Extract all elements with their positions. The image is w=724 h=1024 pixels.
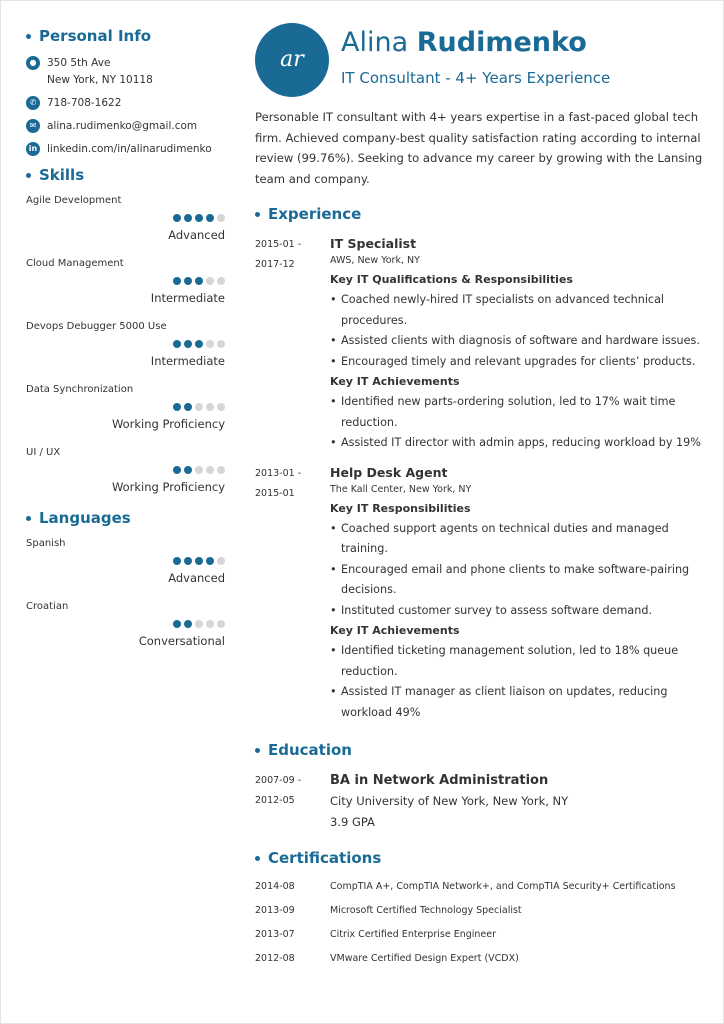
address-line1: 350 5th Ave <box>47 57 111 69</box>
rating-dot-filled-icon <box>184 214 192 222</box>
rating-dot-filled-icon <box>184 620 192 628</box>
job-achievements-list <box>330 641 703 723</box>
skill-item <box>26 320 225 383</box>
education-date-end: 2012-05 <box>255 795 295 806</box>
bullet-icon <box>255 856 260 861</box>
education-gpa: 3.9 GPA <box>330 815 375 829</box>
rating-dot-empty-icon <box>217 466 225 474</box>
education-heading <box>255 739 703 761</box>
job-achievements-list <box>330 392 703 454</box>
rating-dots <box>170 557 225 565</box>
linkedin-icon: in <box>26 142 40 156</box>
job-date-start: 2015-01 - <box>255 239 302 250</box>
certification-date: 2014-08 <box>255 881 295 892</box>
skills-list <box>26 194 225 509</box>
rating-dot-empty-icon <box>217 403 225 411</box>
job-entry <box>255 464 703 724</box>
certification-item <box>255 899 703 923</box>
job-responsibilities-heading: Key IT Responsibilities <box>330 501 471 515</box>
skill-item-name: Agile Development <box>26 195 122 206</box>
job-responsibilities-list <box>330 519 703 622</box>
job-entry <box>255 235 703 454</box>
contact-phone <box>26 95 225 112</box>
skill-item <box>26 194 225 257</box>
contact-list <box>26 55 225 158</box>
rating-dot-filled-icon <box>206 214 214 222</box>
job-date-end: 2015-01 <box>255 487 295 499</box>
languages-heading <box>26 507 225 529</box>
job-title: Help Desk Agent <box>330 464 448 480</box>
job-body <box>330 464 703 724</box>
job-achievement-item: • Identified ticketing management solution, led to 18% queue reduction. <box>330 641 703 682</box>
last-name: Rudimenko <box>416 27 587 58</box>
rating-dots <box>170 214 225 222</box>
email-icon: ✉ <box>26 119 40 133</box>
contact-address <box>26 55 225 89</box>
rating-dot-filled-icon <box>173 277 181 285</box>
certification-item <box>255 923 703 947</box>
skill-item-level: Working Proficiency <box>111 417 225 431</box>
education-degree: BA in Network Administration <box>330 773 549 788</box>
rating-dot-filled-icon <box>184 340 192 348</box>
job-responsibilities-heading: Key IT Qualifications & Responsibilities <box>330 273 573 286</box>
job-responsibility-item: • Encouraged email and phone clients to make software-pairing decisions. <box>330 560 703 601</box>
bullet-icon <box>255 748 260 753</box>
skill-item <box>26 446 225 509</box>
skill-item <box>26 257 225 320</box>
rating-dot-empty-icon <box>206 340 214 348</box>
language-item-name: Spanish <box>26 538 66 549</box>
email-link[interactable]: alina.rudimenko@gmail.com <box>47 120 198 132</box>
rating-dot-empty-icon <box>195 403 203 411</box>
rating-dot-empty-icon <box>217 214 225 222</box>
skill-item-level: Advanced <box>168 228 225 242</box>
bullet-icon <box>26 34 31 39</box>
certification-name: CompTIA A+, CompTIA Network+, and CompTIA Security+ Certifications <box>330 881 676 892</box>
certification-date: 2013-07 <box>255 929 295 940</box>
rating-dots <box>170 340 225 348</box>
skills-title: Skills <box>39 166 85 184</box>
initials-logo: ar <box>255 23 329 97</box>
certifications-list <box>255 875 703 971</box>
job-achievement-item: • Identified new parts-ordering solution, led to 17% wait time reduction. <box>330 392 703 433</box>
rating-dot-empty-icon <box>217 277 225 285</box>
bullet-icon <box>26 516 31 521</box>
resume-header <box>255 23 703 99</box>
rating-dot-filled-icon <box>195 214 203 222</box>
job-achievement-item: • Assisted IT manager as client liaison on updates, reducing workload 49% <box>330 682 703 723</box>
certification-name: VMware Certified Design Expert (VCDX) <box>330 953 519 964</box>
main-content <box>255 23 703 971</box>
language-item-level: Conversational <box>138 634 225 648</box>
certification-name: Microsoft Certified Technology Specialist <box>330 905 522 916</box>
personal-info-title: Personal Info <box>39 27 152 45</box>
skill-item-level: Intermediate <box>150 291 225 305</box>
education-school: City University of New York, New York, NY <box>330 794 569 808</box>
rating-dot-filled-icon <box>195 277 203 285</box>
rating-dot-empty-icon <box>217 340 225 348</box>
job-body <box>330 235 703 454</box>
job-dates <box>255 464 330 724</box>
rating-dot-filled-icon <box>206 557 214 565</box>
education-date-start: 2007-09 - <box>255 775 302 786</box>
experience-heading <box>255 203 703 225</box>
skill-item-name: UI / UX <box>26 447 61 458</box>
language-item-level: Advanced <box>168 571 225 585</box>
job-responsibilities-list <box>330 290 703 372</box>
rating-dot-empty-icon <box>217 557 225 565</box>
skill-item-level: Intermediate <box>150 354 225 368</box>
languages-title: Languages <box>39 509 131 527</box>
job-company: AWS, New York, NY <box>330 255 420 266</box>
rating-dot-filled-icon <box>184 277 192 285</box>
certifications-title: Certifications <box>268 849 382 867</box>
certification-name: Citrix Certified Enterprise Engineer <box>330 929 497 940</box>
language-item <box>26 537 225 600</box>
education-dates <box>255 771 330 833</box>
jobs-list <box>255 235 703 723</box>
skill-item-level: Working Proficiency <box>111 480 225 494</box>
rating-dot-empty-icon <box>206 277 214 285</box>
phone-text: 718-708-1622 <box>47 97 122 109</box>
rating-dot-filled-icon <box>184 403 192 411</box>
rating-dot-empty-icon <box>206 620 214 628</box>
certification-date: 2012-08 <box>255 953 295 964</box>
certifications-section <box>255 847 703 971</box>
education-body <box>330 771 703 833</box>
language-item <box>26 600 225 663</box>
rating-dot-filled-icon <box>195 340 203 348</box>
rating-dots <box>170 620 225 628</box>
job-achievement-item: • Assisted IT director with admin apps, reducing workload by 19% <box>330 433 703 454</box>
summary-paragraph: Personable IT consultant with 4+ years expertise in a fast-paced global tech firm. Achieved company-best quality satisfaction rating according to internal review (99.76%). Seeking to advance my career by growing with the Lansing team and company. <box>255 110 703 186</box>
job-responsibility-item: • Instituted customer survey to assess software demand. <box>330 601 703 622</box>
job-achievements-heading: Key IT Achievements <box>330 624 460 637</box>
rating-dots <box>170 403 225 411</box>
certification-date: 2013-09 <box>255 905 295 916</box>
rating-dots <box>170 277 225 285</box>
rating-dot-empty-icon <box>217 620 225 628</box>
job-responsibility-item: • Coached support agents on technical duties and managed training. <box>330 519 703 560</box>
rating-dot-filled-icon <box>173 403 181 411</box>
rating-dot-empty-icon <box>206 403 214 411</box>
rating-dot-empty-icon <box>195 466 203 474</box>
rating-dot-filled-icon <box>184 466 192 474</box>
phone-icon: ✆ <box>26 96 40 110</box>
rating-dot-filled-icon <box>173 466 181 474</box>
job-responsibility-item: • Encouraged timely and relevant upgrades for clients’ products. <box>330 352 703 373</box>
rating-dot-empty-icon <box>195 620 203 628</box>
job-achievements-heading: Key IT Achievements <box>330 375 460 388</box>
rating-dot-filled-icon <box>173 620 181 628</box>
linkedin-link[interactable]: linkedin.com/in/alinarudimenko <box>47 143 212 155</box>
skill-item-name: Devops Debugger 5000 Use <box>26 321 167 332</box>
job-company: The Kall Center, New York, NY <box>330 483 472 495</box>
job-title: IT Specialist <box>330 236 417 251</box>
rating-dot-filled-icon <box>173 214 181 222</box>
first-name: Alina <box>341 27 409 58</box>
rating-dot-filled-icon <box>173 340 181 348</box>
bullet-icon <box>255 212 260 217</box>
skill-item-name: Cloud Management <box>26 258 124 269</box>
education-entry <box>255 771 703 833</box>
certification-item <box>255 875 703 899</box>
experience-title: Experience <box>268 205 362 223</box>
bullet-icon <box>26 173 31 178</box>
job-dates <box>255 235 330 454</box>
language-item-name: Croatian <box>26 601 69 612</box>
candidate-name <box>341 27 587 58</box>
job-date-end: 2017-12 <box>255 259 295 270</box>
certifications-heading <box>255 847 703 869</box>
skill-item <box>26 383 225 446</box>
education-title: Education <box>268 741 352 759</box>
rating-dots <box>170 466 225 474</box>
languages-list <box>26 537 225 663</box>
experience-section <box>255 203 703 723</box>
education-section <box>255 739 703 833</box>
rating-dot-filled-icon <box>195 557 203 565</box>
job-responsibility-item: • Coached newly-hired IT specialists on advanced technical procedures. <box>330 290 703 331</box>
location-pin-icon: ● <box>26 56 40 70</box>
contact-linkedin[interactable] <box>26 141 225 158</box>
job-date-start: 2013-01 - <box>255 467 302 479</box>
rating-dot-empty-icon <box>206 466 214 474</box>
rating-dot-filled-icon <box>184 557 192 565</box>
job-responsibility-item: • Assisted clients with diagnosis of software and hardware issues. <box>330 331 703 352</box>
candidate-subtitle: IT Consultant - 4+ Years Experience <box>341 69 611 87</box>
rating-dot-filled-icon <box>173 557 181 565</box>
certification-item <box>255 947 703 971</box>
address-line2: New York, NY 10118 <box>47 74 153 86</box>
skills-heading <box>26 164 225 186</box>
skill-item-name: Data Synchronization <box>26 384 134 395</box>
personal-info-heading <box>26 25 225 47</box>
sidebar <box>26 25 225 663</box>
contact-email[interactable] <box>26 118 225 135</box>
